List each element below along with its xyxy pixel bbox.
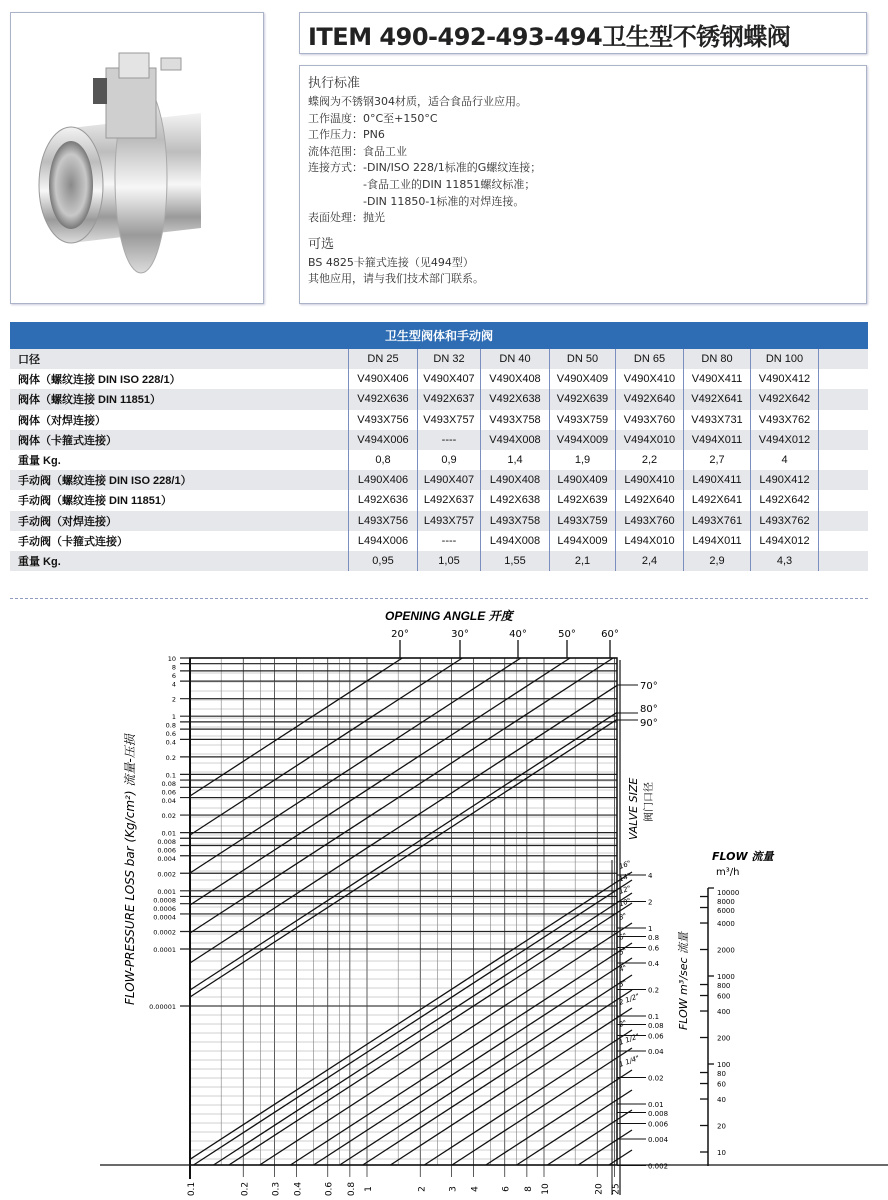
y-tick-label: 0.001 (157, 887, 176, 896)
spec-key: 工作压力： (308, 128, 363, 142)
spec-key: 表面处理： (308, 211, 363, 225)
x-tick-label: 0.6 (324, 1181, 335, 1197)
y-tick-label: 0.02 (161, 812, 176, 821)
table-cell: V490X412 (751, 369, 819, 389)
spec-item (308, 144, 541, 161)
table-cell: DN 80 (684, 349, 751, 369)
spec-value-line: -食品工业的DIN 11851螺纹标准； (363, 177, 536, 191)
table-cell: V492X639 (550, 389, 616, 409)
empty-cell (819, 349, 869, 369)
table-row (10, 511, 868, 531)
valve-size-line (424, 1030, 632, 1165)
y-tick-label: 0.008 (157, 838, 176, 847)
table-cell: 1,4 (481, 450, 550, 470)
valve-size-label: 12" (617, 884, 633, 896)
table-cell: 2,1 (550, 551, 616, 571)
table-cell: 1,55 (481, 551, 550, 571)
table-cell: L493X756 (349, 511, 418, 531)
flow-sec-tick-label: 0.8 (648, 933, 660, 942)
opening-angle-line (190, 658, 521, 873)
spec-item (308, 127, 541, 144)
opening-angle-label: 60° (601, 629, 619, 640)
y-tick-label: 0.1 (165, 771, 176, 780)
table-cell: 2,7 (684, 450, 751, 470)
table-cell: L492X638 (481, 490, 550, 510)
flow-h-tick-label: 200 (717, 1034, 731, 1043)
empty-cell (819, 410, 869, 430)
table-cell: ---- (418, 430, 481, 450)
opening-angle-label: 70° (640, 681, 658, 692)
y-tick-label: 0.0002 (153, 928, 176, 937)
table-cell: V493X757 (418, 410, 481, 430)
valve-size-label: 8" (617, 911, 628, 922)
flow-h-tick-label: 100 (717, 1061, 731, 1069)
y-tick-label: 1 (171, 713, 176, 722)
y-tick-label: 0.01 (161, 829, 176, 838)
opening-angle-line (190, 658, 462, 835)
table-cell: 2,2 (616, 450, 684, 470)
y-tick-label: 0.0006 (153, 904, 176, 913)
table-cell: L490X407 (418, 470, 481, 490)
y-tick-label: 0.6 (165, 730, 176, 739)
y-tick-label: 0.04 (161, 796, 176, 805)
valve-size-line (229, 903, 632, 1165)
empty-cell (819, 470, 869, 490)
valve-size-label: 1 1/2" (617, 1032, 641, 1047)
x-tick-label: 1 (364, 1186, 374, 1192)
flow-h-unit: m³/h (716, 867, 740, 878)
table-cell: L494X010 (616, 531, 684, 551)
table-cell: V492X636 (349, 389, 418, 409)
flow-sec-tick-label: 0.4 (648, 960, 660, 968)
spec-item (308, 210, 541, 227)
valve-size-label: 1 1/4" (617, 1054, 641, 1069)
x-tick-label: 4 (470, 1186, 481, 1192)
flow-h-tick-label: 4000 (717, 920, 735, 929)
spec-value (363, 160, 541, 210)
table-cell: V494X009 (550, 430, 616, 450)
valve-size-label: 10" (617, 896, 633, 909)
valve-size-label: 4" (617, 963, 628, 974)
table-cell: L492X640 (616, 490, 684, 510)
y-tick-label: 0.4 (165, 738, 176, 747)
flow-h-title: FLOW 流量 (712, 850, 774, 863)
flow-sec-tick-label: 0.04 (648, 1048, 664, 1056)
table-row (10, 410, 868, 430)
table-cell: V494X012 (751, 430, 819, 450)
flow-h-tick-label: 8000 (717, 898, 735, 906)
table-cell: L492X641 (684, 490, 751, 510)
flow-sec-tick-label: 0.02 (648, 1074, 664, 1083)
table-cell: V492X638 (481, 389, 550, 409)
x-tick-label: 8 (523, 1186, 534, 1192)
valve-size-line (578, 1130, 632, 1165)
valve-size-line (390, 1008, 632, 1165)
row-label: 手动阀（卡箍式连接） (10, 531, 349, 551)
table-cell: L490X412 (751, 470, 819, 490)
y-tick-label: 0.004 (157, 855, 176, 864)
flow-pressure-nomogram (0, 600, 888, 1200)
x-tick-label: 3 (448, 1186, 459, 1192)
table-cell: V490X411 (684, 369, 751, 389)
butterfly-valve-image (11, 13, 263, 303)
table-cell: V493X760 (616, 410, 684, 430)
y-tick-label: 0.0004 (153, 913, 176, 922)
table-cell: 0,95 (349, 551, 418, 571)
flow-sec-tick-label: 0.1 (648, 1012, 660, 1021)
opening-angle-label: 40° (509, 629, 527, 640)
row-label: 手动阀（对焊连接） (10, 511, 349, 531)
table-cell: V493X762 (751, 410, 819, 430)
table-cell: L493X757 (418, 511, 481, 531)
spec-value (363, 127, 385, 144)
table-cell: 1,05 (418, 551, 481, 571)
table-cell: L492X639 (550, 490, 616, 510)
table-row (10, 349, 868, 369)
empty-cell (819, 490, 869, 510)
y-tick-label: 0.00001 (149, 1003, 176, 1011)
x-tick-label: 6 (501, 1186, 512, 1192)
table-cell: DN 65 (616, 349, 684, 369)
row-label: 重量 Kg. (10, 551, 349, 571)
flow-sec-tick-label: 0.004 (648, 1136, 669, 1144)
empty-cell (819, 511, 869, 531)
empty-cell (819, 389, 869, 409)
row-label: 阀体（卡箍式连接） (10, 430, 349, 450)
flow-sec-tick-label: 0.2 (648, 986, 660, 995)
flow-h-tick-label: 10 (717, 1149, 726, 1157)
flow-h-tick-label: 400 (717, 1008, 731, 1017)
flow-h-tick-label: 40 (717, 1096, 726, 1105)
y-tick-label: 0.06 (161, 788, 176, 797)
x-tick-label: 0.3 (271, 1181, 282, 1197)
table-cell: V493X731 (684, 410, 751, 430)
x-tick-label: 0.4 (293, 1181, 304, 1197)
valve-size-line (340, 975, 632, 1165)
flow-h-tick-label: 1000 (717, 973, 735, 981)
valve-size-label: 5" (617, 946, 628, 957)
valve-size-label: 2 1/2" (617, 992, 641, 1007)
table-cell: DN 50 (550, 349, 616, 369)
table-cell: V490X407 (418, 369, 481, 389)
flow-sec-tick-label: 2 (648, 898, 653, 907)
valve-size-label: 2" (617, 1018, 628, 1029)
table-row (10, 430, 868, 450)
optional-line: BS 4825卡箍式连接（见494型） (308, 255, 474, 269)
table-cell: 4,3 (751, 551, 819, 571)
y-tick-label: 2 (171, 695, 176, 704)
valve-size-line (363, 990, 632, 1165)
product-table (10, 322, 868, 571)
valve-size-label-cn: 阀门口径 (644, 782, 655, 822)
opening-angle-label: 80° (640, 704, 658, 715)
opening-angle-title: OPENING ANGLE 开度 (385, 609, 513, 623)
table-cell: V494X011 (684, 430, 751, 450)
y-tick-label: 6 (171, 672, 176, 680)
x-tick-label: 0.8 (346, 1181, 357, 1197)
spec-value-line: 0°C至+150°C (363, 111, 438, 125)
flow-h-tick-label: 10000 (717, 889, 740, 897)
row-label: 重量 Kg. (10, 450, 349, 470)
empty-cell (819, 450, 869, 470)
opening-angle-line (190, 658, 570, 905)
flow-sec-tick-label: 0.006 (648, 1120, 669, 1129)
opening-angle-label: 30° (451, 629, 469, 640)
row-label: 阀体（螺纹连接 DIN ISO 228/1） (10, 369, 349, 389)
table-row (10, 369, 868, 389)
flow-h-tick-label: 20 (717, 1122, 726, 1131)
spec-item (308, 160, 541, 210)
table-cell: L493X760 (616, 511, 684, 531)
y-tick-label: 0.08 (161, 779, 176, 788)
table-row (10, 389, 868, 409)
table-cell: V494X006 (349, 430, 418, 450)
flow-sec-tick-label: 0.6 (648, 944, 660, 953)
table-row (10, 470, 868, 490)
table-cell: DN 40 (481, 349, 550, 369)
spec-value (363, 210, 385, 227)
table-cell: L494X011 (684, 531, 751, 551)
spec-key: 连接方式： (308, 161, 363, 175)
spec-key: 工作温度： (308, 111, 363, 125)
table-cell: V493X759 (550, 410, 616, 430)
spec-text (308, 74, 541, 288)
spec-intro: 蝶阀为不锈钢304材质，适合食品行业应用。 (308, 95, 527, 108)
table-cell: L494X008 (481, 531, 550, 551)
flow-h-tick-label: 800 (717, 982, 731, 990)
product-image-frame (10, 12, 264, 304)
table-cell: L492X636 (349, 490, 418, 510)
table-cell: L490X410 (616, 470, 684, 490)
opening-angle-label: 90° (640, 718, 658, 729)
table-cell: L492X642 (751, 490, 819, 510)
x-tick-label: 10 (541, 1183, 551, 1195)
flow-sec-tick-label: 1 (648, 924, 653, 933)
table-cell: V492X641 (684, 389, 751, 409)
flow-h-tick-label: 60 (717, 1080, 726, 1089)
spec-value (363, 144, 407, 161)
optional-line: 其他应用，请与我们技术部门联系。 (308, 272, 484, 286)
table-cell: 4 (751, 450, 819, 470)
table-row (10, 450, 868, 470)
table-cell: L490X411 (684, 470, 751, 490)
table-cell: V490X408 (481, 369, 550, 389)
divider (10, 598, 868, 599)
opening-angle-label: 20° (391, 629, 409, 640)
flow-sec-tick-label: 0.06 (648, 1032, 664, 1041)
valve-size-label: 3" (617, 978, 628, 989)
table-cell: 2,4 (616, 551, 684, 571)
spec-key: 流体范围： (308, 144, 363, 158)
flow-h-tick-label: 2000 (717, 946, 735, 955)
valve-size-label: 16" (617, 859, 633, 871)
row-label: 手动阀（螺纹连接 DIN ISO 228/1） (10, 470, 349, 490)
table-cell: V493X756 (349, 410, 418, 430)
page-title: ITEM 490-492-493-494卫生型不锈钢蝶阀 (308, 23, 791, 51)
spec-heading: 执行标准 (308, 76, 361, 91)
table-cell: L493X759 (550, 511, 616, 531)
table-cell: 0,9 (418, 450, 481, 470)
table-cell: DN 25 (349, 349, 418, 369)
valve-size-line (190, 872, 632, 1159)
opening-angle-label: 50° (558, 629, 576, 640)
flow-sec-tick-label: 0.01 (648, 1100, 664, 1109)
y-tick-label: 4 (171, 680, 176, 689)
table-cell: V490X409 (550, 369, 616, 389)
table-cell: DN 32 (418, 349, 481, 369)
table-row (10, 490, 868, 510)
opening-angle-line (190, 719, 617, 997)
flow-h-tick-label: 80 (717, 1070, 726, 1078)
spec-value-line: -DIN 11850-1标准的对焊连接。 (363, 194, 525, 208)
table-cell: L493X761 (684, 511, 751, 531)
table-cell: 1,9 (550, 450, 616, 470)
y-tick-label: 0.0001 (153, 946, 176, 954)
valve-size-label: 6" (617, 931, 628, 942)
y-tick-label: 10 (167, 655, 176, 663)
flow-sec-tick-label: 0.008 (648, 1109, 669, 1118)
flow-sec-tick-label: 4 (648, 872, 653, 880)
table-cell: 0,8 (349, 450, 418, 470)
y-tick-label: 0.8 (165, 721, 176, 730)
table-cell: L494X006 (349, 531, 418, 551)
table-cell: DN 100 (751, 349, 819, 369)
table-cell: L494X009 (550, 531, 616, 551)
table-cell: ---- (418, 531, 481, 551)
x-tick-label: 20 (594, 1183, 605, 1195)
flow-h-tick-label: 600 (717, 992, 731, 1001)
valve-size-label: 14" (617, 871, 633, 884)
spec-value (363, 111, 438, 128)
y-tick-label: 0.0008 (153, 896, 176, 905)
y-tick-label: 8 (171, 663, 176, 672)
table-cell: L492X637 (418, 490, 481, 510)
table-row (10, 531, 868, 551)
y-tick-label: 0.2 (165, 753, 176, 762)
flow-sec-tick-label: 0.002 (648, 1162, 669, 1171)
flow-sec-axis-label: FLOW m³/sec 流量 (677, 931, 690, 1030)
table-cell: V493X758 (481, 410, 550, 430)
table-cell: L490X406 (349, 470, 418, 490)
table-cell: V490X406 (349, 369, 418, 389)
valve-size-label-title: VALVE SIZE (627, 777, 640, 840)
table-cell: V490X410 (616, 369, 684, 389)
table-caption: 卫生型阀体和手动阀 (10, 322, 868, 349)
spec-value-line: PN6 (363, 128, 385, 142)
valve-size-line (194, 880, 632, 1165)
spec-item (308, 111, 541, 128)
row-label: 阀体（对焊连接） (10, 410, 349, 430)
spec-value-line: 抛光 (363, 211, 385, 225)
row-label: 口径 (10, 349, 349, 369)
table-cell: V492X642 (751, 389, 819, 409)
spec-value-line: -DIN/ISO 228/1标准的G螺纹连接； (363, 161, 542, 175)
valve-size-line (290, 943, 632, 1165)
table-row (10, 551, 868, 571)
table-cell: V492X637 (418, 389, 481, 409)
empty-cell (819, 551, 869, 571)
table-cell: L490X408 (481, 470, 550, 490)
empty-cell (819, 369, 869, 389)
table-cell: V494X010 (616, 430, 684, 450)
x-tick-label: 0.1 (187, 1181, 197, 1197)
flow-sec-tick-label: 0.08 (648, 1021, 664, 1030)
y-axis-label: FLOW-PRESSURE LOSS bar (Kg/cm²) 流量-压损 (123, 734, 137, 1005)
x-tick-label: 25 (611, 1183, 622, 1195)
valve-size-line (486, 1070, 632, 1165)
row-label: 手动阀（螺纹连接 DIN 11851） (10, 490, 349, 510)
y-tick-label: 0.002 (157, 870, 176, 879)
flow-h-tick-label: 6000 (717, 907, 735, 915)
empty-cell (819, 531, 869, 551)
spec-value-line: 食品工业 (363, 144, 407, 158)
row-label: 阀体（螺纹连接 DIN 11851） (10, 389, 349, 409)
table-cell: L493X762 (751, 511, 819, 531)
table-cell: V492X640 (616, 389, 684, 409)
empty-cell (819, 430, 869, 450)
table-cell: L493X758 (481, 511, 550, 531)
title-box (299, 12, 867, 54)
optional-heading: 可选 (308, 236, 335, 252)
table-cell: V494X008 (481, 430, 550, 450)
x-tick-label: 0.2 (240, 1181, 251, 1197)
table-cell: L490X409 (550, 470, 616, 490)
spec-box (299, 65, 867, 304)
x-tick-label: 2 (417, 1186, 428, 1192)
table-cell: 2,9 (684, 551, 751, 571)
table-cell: L494X012 (751, 531, 819, 551)
y-tick-label: 0.006 (157, 846, 176, 855)
